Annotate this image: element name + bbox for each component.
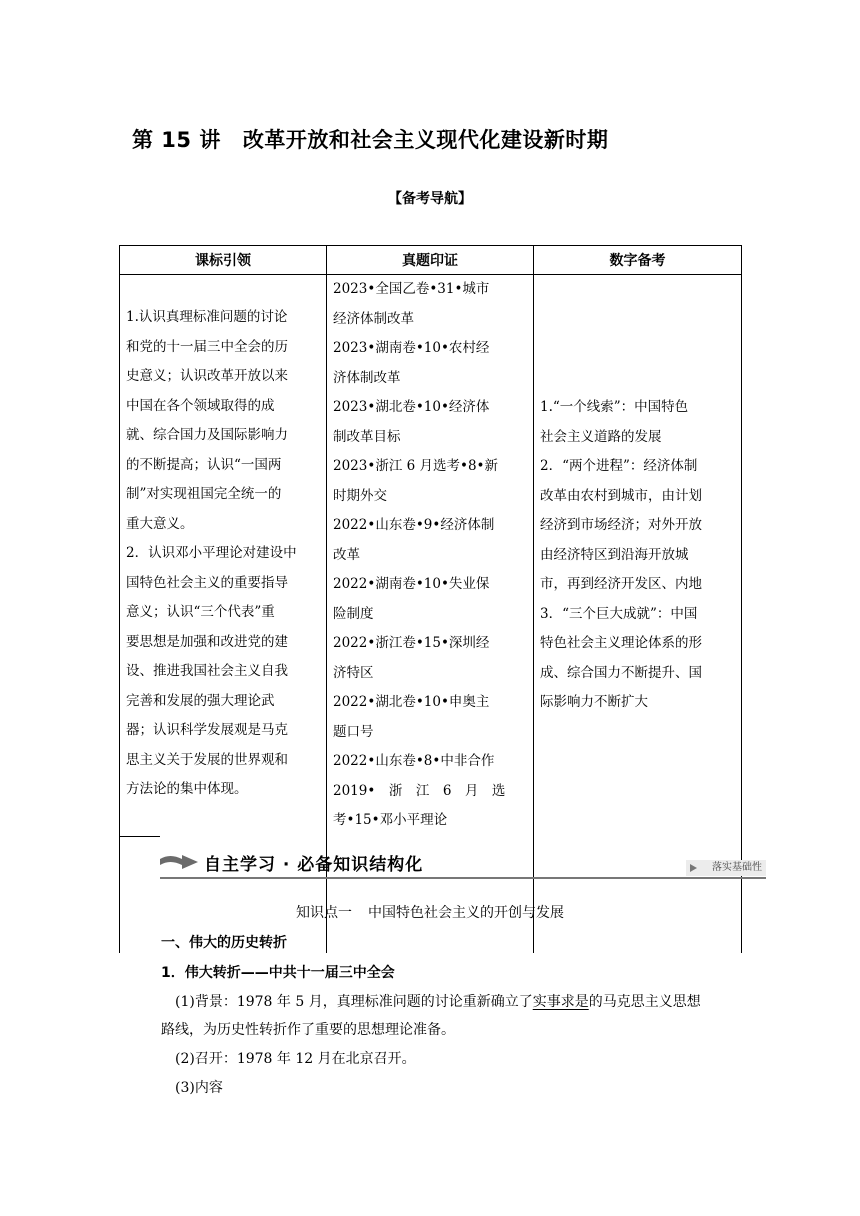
para-text: (2)召开：1978 年 12 月在北京召开。 (175, 1051, 416, 1067)
para-text: 路线，为历史性转折作了重要的思想理论准备。 (161, 1022, 455, 1038)
cell-line: 就、综合国力及国际影响力 (126, 427, 288, 443)
cell-line: 险制度 (333, 605, 374, 622)
cell-line: 济特区 (333, 664, 374, 681)
cell-line: 的不断提高；认识“一国两 (126, 456, 282, 473)
lecture-number: 第 15 讲 (132, 128, 221, 152)
banner-rule (160, 877, 766, 879)
col-header-exam-questions: 真题印证 (327, 246, 534, 275)
paragraph-convening (161, 1045, 727, 1073)
cell-line: 特色社会主义理论体系的形 (540, 635, 702, 651)
cell-line: 1.“一个线索”：中国特色 (540, 399, 689, 415)
cell-line: 意义；认识“三个代表”重 (126, 604, 275, 620)
cell-line: 际影响力不断扩大 (540, 694, 648, 710)
lecture-title: 改革开放和社会主义现代化建设新时期 (242, 128, 609, 152)
underlined-term: 实事求是 (532, 994, 589, 1010)
cell-line: 器；认识科学发展观是马克 (126, 722, 288, 738)
cell-line: 改革 (333, 546, 360, 563)
cell-line: 制”对实现祖国完全统一的 (126, 486, 282, 502)
prep-nav-heading: 【备考导航】 (388, 191, 472, 207)
cell-line: 由经济特区到沿海开放城 (540, 546, 689, 563)
banner-tag-text: 落实基础性 (712, 862, 762, 873)
cell-line: 2022•湖北卷•10•申奥主 (333, 694, 490, 710)
cell-line: 国特色社会主义的重要指导 (126, 574, 288, 591)
para-text: (3)内容 (175, 1080, 223, 1096)
cell-line: 经济到市场经济；对外开放 (540, 517, 702, 533)
cell-line: 方法论的集中体现。 (126, 781, 248, 797)
cell-line: 和党的十一届三中全会的历 (126, 338, 288, 355)
banner-arrow-icon (160, 855, 198, 869)
cell-line: 改革由农村到城市，由计划 (540, 487, 702, 504)
page-title (132, 124, 608, 154)
para-text: 的马克思主义思想 (588, 994, 701, 1010)
cell-line: 2022•浙江卷•15•深圳经 (333, 635, 490, 651)
col-header-digital-prep: 数字备考 (534, 246, 742, 275)
cell-line: 济体制改革 (333, 369, 401, 386)
cell-line: 2019• 浙 江 6 月 选 (333, 782, 506, 799)
cell-line: 2．“两个进程”：经济体制 (540, 458, 698, 474)
paragraph-content (161, 1074, 727, 1102)
paragraph-background (161, 988, 727, 1044)
cell-line: 1.认识真理标准问题的讨论 (126, 309, 288, 325)
cell-line: 完善和发展的强大理论武 (126, 692, 275, 709)
cell-line: 史意义；认识改革开放以来 (126, 368, 288, 384)
cell-line: 3．“三个巨大成就”：中国 (540, 605, 698, 622)
cell-line: 2023•湖南卷•10•农村经 (333, 340, 490, 356)
knowledge-point-heading (0, 902, 860, 922)
tag-arrow-icon (690, 864, 697, 872)
knowledge-point-index: 知识点一 (296, 905, 352, 921)
col-header-standards: 课标引领 (120, 246, 327, 275)
cell-line: 中国在各个领域取得的成 (126, 397, 275, 414)
knowledge-point-title: 中国特色社会主义的开创与发展 (368, 905, 564, 921)
cell-line: 2022•山东卷•9•经济体制 (333, 517, 495, 533)
cell-line: 2023•全国乙卷•31•城市 (333, 281, 490, 297)
cell-line: 制改革目标 (333, 428, 401, 445)
cell-line: 2022•湖南卷•10•失业保 (333, 576, 490, 592)
cell-line: 设、推进我国社会主义自我 (126, 663, 288, 679)
cell-line: 2023•浙江 6 月选考•8•新 (333, 458, 499, 474)
para-text: (1)背景：1978 年 5 月，真理标准问题的讨论重新确立了 (175, 994, 533, 1010)
subsection-heading: 1．伟大转折——中共十一届三中全会 (161, 965, 395, 981)
table-bottom-rule (119, 836, 160, 837)
cell-line: 经济体制改革 (333, 310, 414, 327)
section-banner (160, 846, 766, 880)
cell-line: 要思想是加强和改进党的建 (126, 633, 288, 650)
cell-line: 2023•湖北卷•10•经济体 (333, 399, 490, 415)
banner-title: 自主学习 · 必备知识结构化 (204, 855, 424, 875)
cell-line: 市，再到经济开发区、内地 (540, 576, 702, 592)
cell-line: 考•15•邓小平理论 (333, 812, 448, 828)
cell-line: 题口号 (333, 723, 374, 740)
cell-line: 成、综合国力不断提升、国 (540, 664, 702, 681)
cell-line: 思主义关于发展的世界观和 (126, 751, 288, 768)
banner-tag (686, 860, 766, 876)
cell-line: 2022•山东卷•8•中非合作 (333, 753, 495, 769)
cell-line: 社会主义道路的发展 (540, 428, 662, 445)
table-header-row (120, 246, 742, 275)
cell-line: 2．认识邓小平理论对建设中 (126, 545, 297, 561)
cell-line: 时期外交 (333, 487, 387, 504)
cell-line: 重大意义。 (126, 515, 194, 532)
section-heading: 一、伟大的历史转折 (161, 935, 287, 951)
